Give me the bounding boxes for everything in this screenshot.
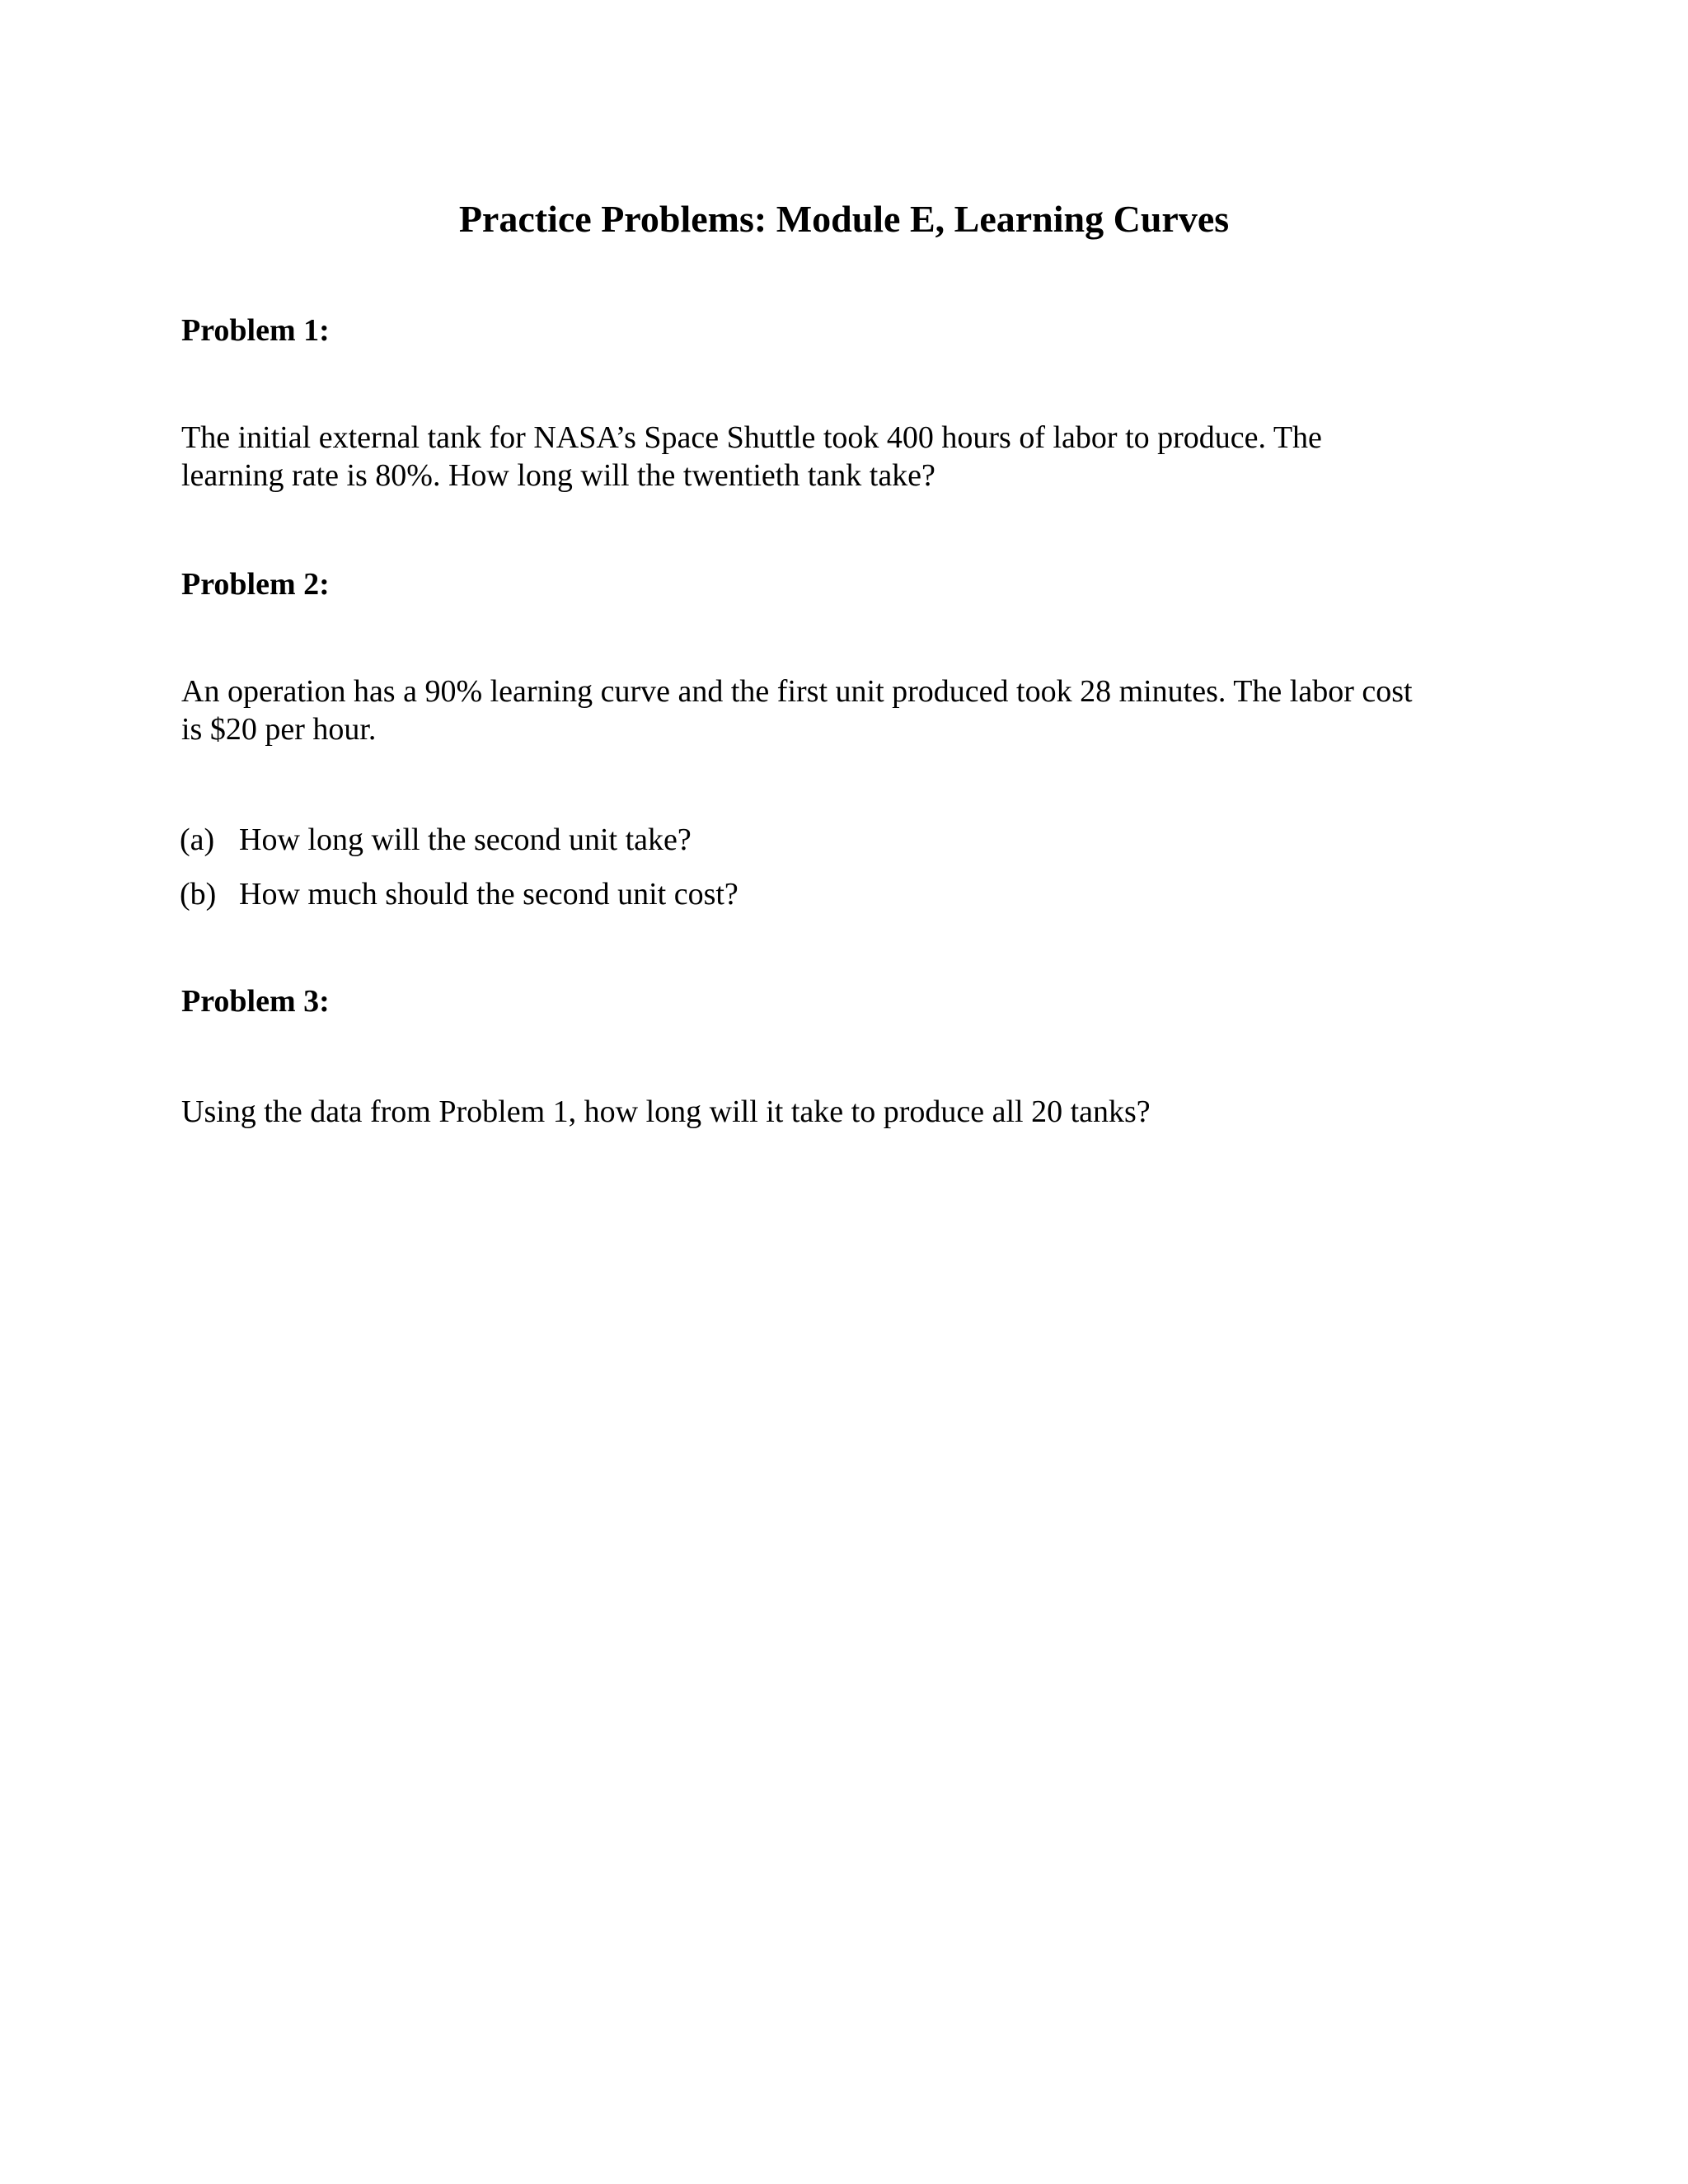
problem-2-question-a bbox=[180, 819, 692, 860]
question-marker: (a) bbox=[180, 823, 215, 857]
problem-2-text-line-2: is $20 per hour. bbox=[181, 712, 377, 747]
problem-3-text bbox=[181, 1093, 1500, 1131]
problem-1-text-line-1: The initial external tank for NASA’s Space Shuttle took 400 hours of labor to produce. The bbox=[181, 420, 1322, 455]
problem-2-heading: Problem 2: bbox=[181, 567, 330, 602]
question-text: How long will the second unit take? bbox=[239, 823, 692, 857]
problem-3-text-line-1: Using the data from Problem 1, how long will it take to produce all 20 tanks? bbox=[181, 1094, 1151, 1129]
question-marker: (b) bbox=[180, 877, 217, 912]
problem-1-heading: Problem 1: bbox=[181, 313, 330, 348]
problem-2-question-b bbox=[180, 874, 738, 915]
question-text: How much should the second unit cost? bbox=[239, 877, 738, 912]
problem-2-text-line-1: An operation has a 90% learning curve and the first unit produced took 28 minutes. The labor cost bbox=[181, 674, 1413, 709]
problem-3-heading: Problem 3: bbox=[181, 984, 330, 1019]
problem-1-text bbox=[181, 419, 1500, 494]
page-title: Practice Problems: Module E, Learning Curves bbox=[458, 198, 1230, 240]
problem-1-text-line-2: learning rate is 80%. How long will the twentieth tank take? bbox=[181, 458, 935, 493]
problem-2-text bbox=[181, 673, 1500, 748]
